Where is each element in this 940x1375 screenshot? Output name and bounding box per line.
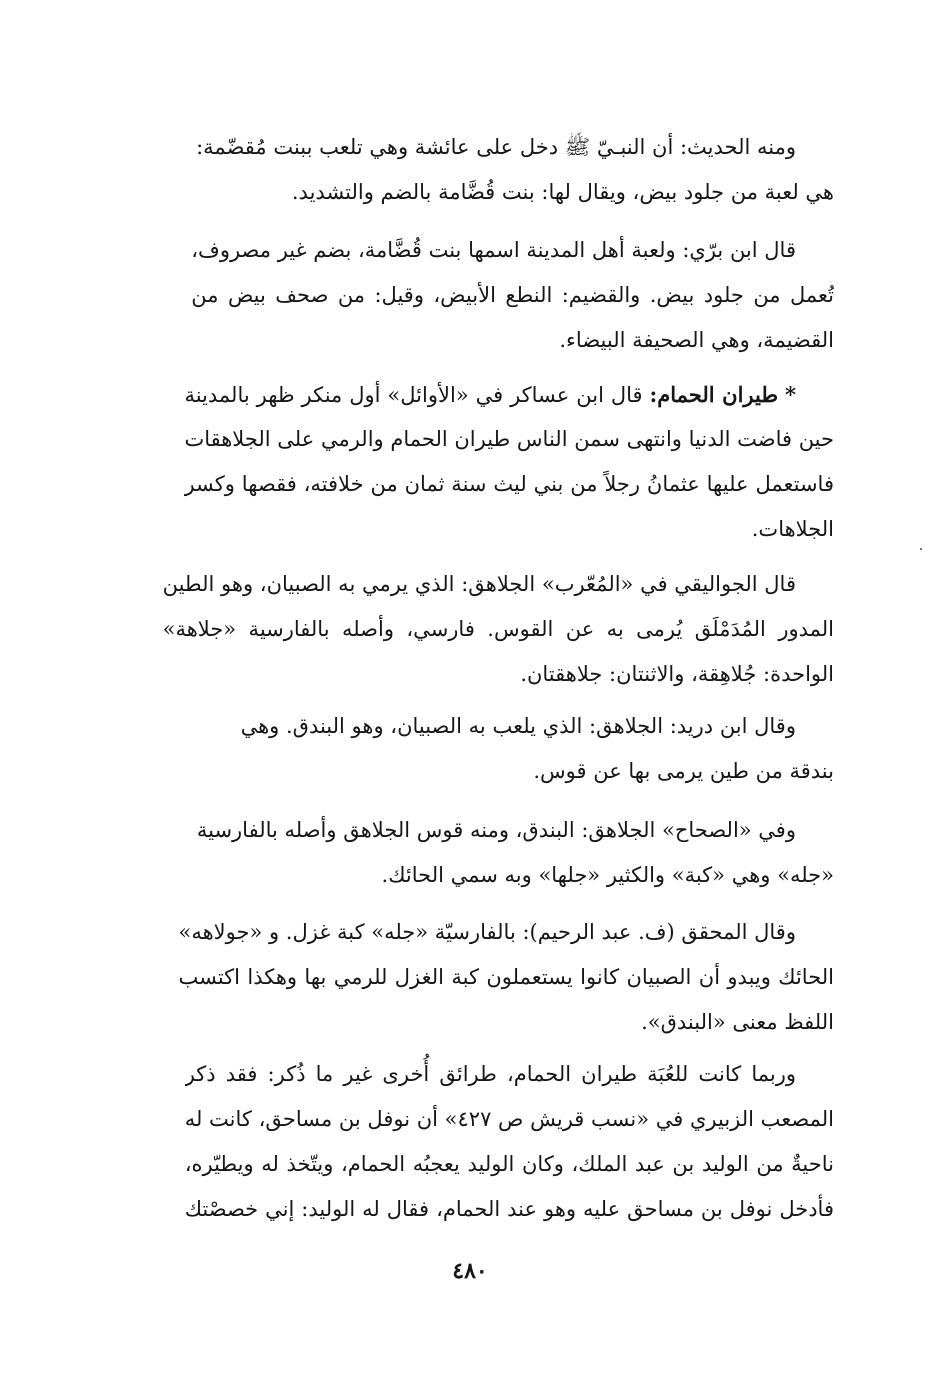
paragraph-pigeon-flying	[184, 372, 834, 552]
text-line: تُعمل من جلود بيض. والقضيم: النطع الأبيض، وقيل: من صحف بيض من	[191, 283, 834, 307]
entry-heading: طيران الحمام:	[649, 382, 779, 407]
text-line: حين فاضت الدنيا وانتهى سمن الناس طيران الحمام والرمي على الجلاهقات	[184, 427, 834, 451]
paragraph-editor-note	[178, 910, 834, 1045]
text-line: الواحدة: جُلاهِقة، والاثنتان: جلاهقتان.	[520, 662, 834, 686]
text-line: الحائك ويبدو أن الصبيان كانوا يستعملون كبة الغزل للرمي بها وهكذا اكتسب	[178, 965, 834, 989]
text-line	[184, 372, 834, 417]
text-line: الجلاهات.	[751, 517, 834, 541]
scan-speck	[920, 548, 922, 550]
page-number: ٤٨٠	[452, 1258, 488, 1284]
asterisk-marker: *	[785, 382, 797, 407]
text-line: المدور المُدَمْلَق يُرمى به عن القوس. فارسي، وأصله بالفارسية «جلاهة»	[162, 617, 834, 641]
paragraph-sihah	[197, 808, 834, 898]
paragraph-jawaliqi	[163, 562, 834, 697]
paragraph-ibn-durayd	[241, 704, 834, 794]
paragraph-ibn-barri	[191, 228, 834, 363]
text-line-rest: قال ابن عساكر في «الأوائل» أول منكر ظهر بالمدينة	[184, 383, 643, 407]
text-line: وربما كانت للعُبَة طيران الحمام، طرائق أُخرى غير ما ذُكر: فقد ذكر	[184, 1062, 796, 1086]
paragraph-nawfal	[185, 1052, 834, 1232]
text-line: وقال المحقق (ف. عبد الرحيم): بالفارسيّة «جله» كبة غزل. و «جولاهه»	[178, 920, 796, 944]
text-line: وقال ابن دريد: الجلاهق: الذي يلعب به الصبيان، وهو البندق. وهي	[240, 714, 796, 738]
text-line: بندقة من طين يرمى بها عن قوس.	[533, 759, 834, 783]
text-line: قال ابن برّي: ولعبة أهل المدينة اسمها بنت قُضَّامة، بضم غير مصروف،	[191, 238, 796, 262]
text-line: اللفظ معنى «البندق».	[641, 1010, 834, 1034]
text-line: قال الجواليقي في «المُعّرب» الجلاهق: الذي يرمي به الصبيان، وهو الطين	[162, 572, 796, 596]
text-line: المصعب الزبيري في «نسب قريش ص ٤٢٧» أن نوفل بن مساحق، كانت له	[184, 1107, 834, 1131]
text-line: ومنه الحديث: أن النبـيّ ﷺ دخل على عائشة وهي تلعب ببنت مُقضّمة:	[196, 135, 796, 159]
text-line: القضيمة، وهي الصحيفة البيضاء.	[559, 328, 834, 352]
text-line: فاستعمل عليها عثمانُ رجلاً من بني ليث سنة ثمان من خلافته، فقصها وكسر	[184, 472, 834, 496]
text-line: هي لعبة من جلود بيض، ويقال لها: بنت قُضَّامة بالضم والتشديد.	[291, 180, 834, 204]
paragraph-hadith	[196, 125, 834, 215]
text-line: ناحيةٌ من الوليد بن عبد الملك، وكان الوليد يعجبُه الحمام، ويتّخذ له ويطيّره،	[184, 1152, 834, 1176]
text-line: وفي «الصحاح» الجلاهق: البندق، ومنه قوس الجلاهق وأصله بالفارسية	[196, 818, 796, 842]
text-line: «جله» وهي «كبة» والكثير «جلها» وبه سمي الحائك.	[381, 863, 834, 887]
text-line: فأدخل نوفل بن مساحق عليه وهو عند الحمام، فقال له الوليد: إني خصصْتك	[184, 1197, 834, 1221]
